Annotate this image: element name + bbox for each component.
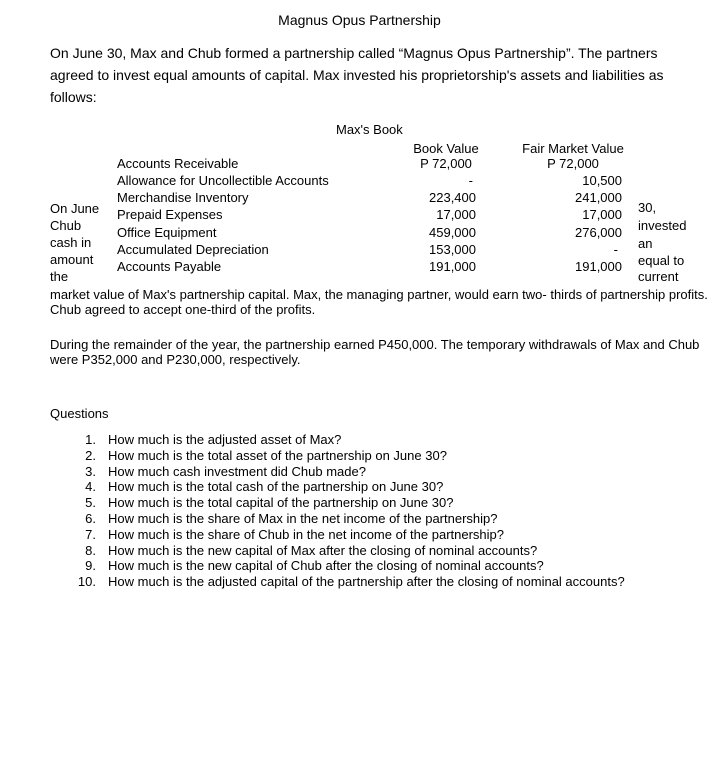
wrap-right-word: 30,: [638, 200, 657, 215]
book-value-cell: 17,000: [436, 207, 476, 222]
question-item: [74, 527, 625, 543]
question-text: How much is the total capital of the partnership on June 30?: [108, 495, 454, 511]
question-item: [74, 448, 625, 464]
paragraph-line: During the remainder of the year, the partnership earned P450,000. The temporary withdrawals of Max and Chub: [50, 337, 700, 352]
book-value-cell: 191,000: [429, 259, 476, 274]
fmv-cell: -: [613, 242, 618, 257]
questions-heading: Questions: [50, 406, 109, 421]
wrap-right-word: current: [638, 269, 679, 284]
fmv-cell: 17,000: [582, 207, 622, 222]
book-value-header: [412, 141, 480, 171]
paragraph-line: market value of Max's partnership capital. Max, the managing partner, would earn two- thirds of partnership profits.: [50, 287, 708, 302]
question-number: 9.: [85, 558, 96, 574]
question-item: [74, 574, 625, 590]
questions-list: [74, 432, 625, 590]
wrap-left-word: Chub: [50, 218, 82, 233]
wrap-left-word: On June: [50, 201, 100, 216]
question-text: How much is the new capital of Chub after the closing of nominal accounts?: [108, 558, 544, 574]
profit-sharing-paragraph: [50, 287, 708, 317]
document-title: Magnus Opus Partnership: [278, 12, 441, 28]
wrap-left-word: the: [50, 269, 69, 284]
intro-line: On June 30, Max and Chub formed a partnership called “Magnus Opus Partnership”. The partners: [50, 45, 658, 61]
fmv-cell: 276,000: [575, 225, 622, 240]
wrap-right-word: equal to: [638, 253, 685, 268]
question-item: [74, 495, 625, 511]
book-value-cell: 459,000: [429, 225, 476, 240]
intro-line: follows:: [50, 89, 97, 105]
intro-line: agreed to invest equal amounts of capital. Max invested his proprietorship's assets and liabilities as: [50, 67, 664, 83]
wrap-left-word: cash in: [50, 235, 92, 250]
question-number: 10.: [77, 574, 96, 590]
fmv-header: [521, 141, 625, 171]
question-number: 3.: [85, 463, 96, 479]
fmv-cell: 10,500: [582, 173, 622, 188]
question-text: How much is the adjusted asset of Max?: [108, 432, 342, 447]
book-value-cell: 223,400: [429, 190, 476, 205]
question-number: 1.: [85, 432, 96, 447]
wrap-right-word: invested: [638, 218, 687, 233]
account-name: Office Equipment: [117, 225, 217, 240]
question-number: 5.: [85, 495, 96, 511]
question-number: 6.: [85, 510, 96, 526]
question-number: 2.: [85, 447, 96, 463]
fmv-cell: 191,000: [575, 259, 622, 274]
question-item: [74, 558, 625, 574]
paragraph-line: Chub agreed to accept one-third of the profits.: [50, 302, 316, 317]
question-text: How much cash investment did Chub made?: [108, 463, 366, 479]
intro-paragraph: [50, 42, 690, 108]
question-number: 7.: [85, 526, 96, 542]
book-value-label: Book Value: [413, 141, 479, 156]
account-name: Accounts Receivable: [117, 156, 239, 171]
book-value-first: P 72,000: [420, 156, 472, 171]
account-name: Merchandise Inventory: [117, 190, 249, 205]
question-text: How much is the share of Max in the net income of the partnership?: [108, 510, 498, 526]
fmv-label: Fair Market Value: [522, 141, 624, 156]
fmv-first: P 72,000: [547, 156, 599, 171]
question-text: How much is the share of Chub in the net income of the partnership?: [108, 526, 504, 542]
earnings-paragraph: [50, 337, 699, 367]
book-value-cell: -: [468, 173, 473, 188]
table-title: Max's Book: [336, 122, 403, 137]
question-item: [74, 464, 625, 480]
account-name: Prepaid Expenses: [117, 207, 223, 222]
book-value-cell: 153,000: [429, 242, 476, 257]
question-item: [74, 432, 625, 448]
fmv-cell: 241,000: [575, 190, 622, 205]
question-item: [74, 543, 625, 559]
question-text: How much is the total asset of the partnership on June 30?: [108, 447, 447, 463]
question-number: 8.: [85, 542, 96, 558]
wrap-right-word: an: [638, 236, 653, 251]
question-item: [74, 511, 625, 527]
account-name: Accounts Payable: [117, 259, 222, 274]
question-number: 4.: [85, 479, 96, 495]
account-name: Accumulated Depreciation: [117, 242, 269, 257]
question-text: How much is the new capital of Max after the closing of nominal accounts?: [108, 542, 538, 558]
question-text: How much is the total cash of the partnership on June 30?: [108, 479, 444, 495]
question-text: How much is the adjusted capital of the partnership after the closing of nominal accounts?: [108, 574, 625, 590]
wrap-left-word: amount: [50, 252, 94, 267]
question-item: [74, 479, 625, 495]
paragraph-line: were P352,000 and P230,000, respectively.: [50, 352, 301, 367]
account-name: Allowance for Uncollectible Accounts: [117, 173, 329, 188]
